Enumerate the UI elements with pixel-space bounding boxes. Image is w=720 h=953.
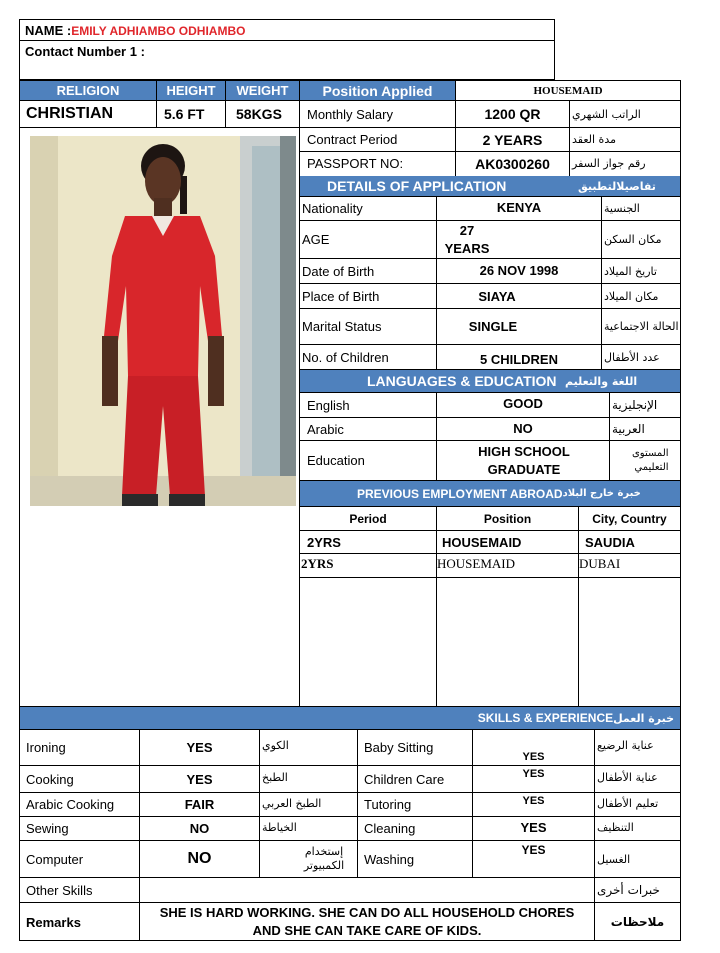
- skills-header: [20, 707, 680, 729]
- skill-tutoring-ar: تعليم الأطفال: [597, 796, 659, 810]
- skill-computer-value: NO: [187, 850, 212, 867]
- name-row: [25, 21, 245, 40]
- languages-title-ar: اللغة والتعليم: [565, 374, 638, 388]
- height-header: HEIGHT: [157, 81, 225, 100]
- marital-value: SINGLE: [468, 319, 518, 334]
- emp-row1-city: SAUDIA: [585, 534, 635, 550]
- details-title-ar: تفاصيلالتطبيق: [578, 179, 656, 193]
- dob-value: 26 NOV 1998: [479, 262, 559, 278]
- weight-value: 58KGS: [236, 106, 282, 122]
- skill-sewing-value: NO: [189, 821, 210, 836]
- skill-sewing-label: Sewing: [26, 821, 69, 836]
- skill-babysitting-label: Baby Sitting: [364, 740, 434, 755]
- skills-title-ar: خبرة العمل: [613, 711, 674, 725]
- languages-title: LANGUAGES & EDUCATION: [367, 373, 557, 389]
- passport-value: AK0300260: [475, 155, 550, 172]
- education-value: HIGH SCHOOL GRADUATE: [478, 443, 570, 477]
- arabic-ar: العربية: [612, 422, 645, 436]
- nationality-label: Nationality: [302, 201, 363, 216]
- skill-washing-ar: الغسيل: [597, 852, 631, 866]
- skill-arabic-cooking-ar: الطبخ العربي: [262, 796, 322, 810]
- skill-cooking-ar: الطبخ: [262, 770, 288, 784]
- dob-ar: تاريخ الميلاد: [604, 264, 657, 278]
- arabic-label: Arabic: [307, 421, 344, 437]
- marital-label: Marital Status: [302, 319, 382, 334]
- pob-ar: مكان الميلاد: [604, 289, 659, 303]
- position-value: HOUSEMAID: [533, 84, 603, 97]
- emp-col-position: Position: [483, 511, 532, 526]
- emp-row1-period: 2YRS: [307, 534, 341, 550]
- skill-computer-ar: إستخدام الكمبيوتر: [303, 845, 345, 872]
- height-value: 5.6 FT: [164, 106, 205, 122]
- employment-title: PREVIOUS EMPLOYMENT ABROAD: [357, 486, 563, 501]
- skill-cooking-label: Cooking: [26, 771, 74, 787]
- education-label: Education: [307, 453, 365, 468]
- skill-sewing-ar: الخياطة: [262, 820, 297, 834]
- age-value: 27 YEARS: [444, 222, 490, 256]
- emp-row2-position: HOUSEMAID: [437, 556, 515, 571]
- arabic-value: NO: [513, 420, 533, 436]
- skill-tutoring-value: YES: [522, 795, 545, 807]
- skill-cleaning-ar: التنظيف: [597, 820, 634, 834]
- pob-value: SIAYA: [478, 288, 516, 304]
- skill-babysitting-value: YES: [522, 750, 545, 763]
- skill-washing-value: YES: [521, 843, 546, 857]
- salary-ar: الراتب الشهري: [572, 107, 641, 121]
- salary-label: Monthly Salary: [307, 106, 393, 122]
- details-title: DETAILS OF APPLICATION: [327, 178, 507, 194]
- age-label: AGE: [302, 232, 330, 247]
- other-skills-label: Other Skills: [26, 882, 93, 898]
- skill-washing-label: Washing: [364, 851, 415, 867]
- nationality-value: KENYA: [496, 199, 542, 215]
- name-label: NAME :: [25, 23, 72, 38]
- pob-label: Place of Birth: [302, 288, 380, 304]
- candidate-name: EMILY ADHIAMBO ODHIAMBO: [71, 23, 246, 38]
- languages-header: [300, 370, 680, 392]
- skill-childcare-label: Children Care: [364, 771, 445, 787]
- passport-label: PASSPORT NO:: [307, 156, 404, 171]
- contract-ar: مدة العقد: [572, 133, 616, 146]
- skill-childcare-value: YES: [522, 768, 545, 780]
- skill-ironing-ar: الكوي: [262, 738, 289, 752]
- english-ar: الإنجليزية: [612, 398, 658, 412]
- english-value: GOOD: [503, 396, 543, 411]
- passport-ar: رقم جواز السفر: [572, 157, 646, 170]
- salary-value: 1200 QR: [484, 106, 541, 122]
- person-illustration: [30, 136, 296, 506]
- religion-value: CHRISTIAN: [26, 105, 114, 122]
- skill-cleaning-label: Cleaning: [364, 821, 416, 836]
- children-value: 5 CHILDREN: [479, 351, 558, 367]
- emp-row2-period: 2YRS: [301, 556, 334, 571]
- marital-ar: الحالة الاجتماعية: [604, 320, 679, 333]
- employment-header: [300, 481, 680, 506]
- remarks-label: Remarks: [26, 914, 81, 930]
- contact-label: Contact Number 1 :: [25, 43, 145, 59]
- english-label: English: [307, 397, 350, 413]
- skill-cleaning-value: YES: [520, 819, 547, 835]
- remarks-ar: ملاحظات: [610, 915, 665, 929]
- skill-arabic-cooking-label: Arabic Cooking: [26, 797, 115, 812]
- skill-babysitting-ar: عناية الرضيع: [597, 738, 654, 752]
- skills-title: SKILLS & EXPERIENCE: [477, 711, 614, 725]
- contract-label: Contract Period: [307, 132, 398, 147]
- skill-arabic-cooking-value: FAIR: [184, 797, 215, 812]
- age-ar: مكان السكن: [604, 233, 662, 246]
- skill-ironing-label: Ironing: [26, 740, 66, 755]
- skill-ironing-value: YES: [186, 740, 213, 755]
- employment-title-ar: خبرة خارج البلاد: [562, 488, 641, 499]
- skill-childcare-ar: عناية الأطفال: [597, 770, 658, 784]
- religion-header: RELIGION: [20, 81, 156, 100]
- candidate-photo: [30, 136, 296, 506]
- weight-header: WEIGHT: [226, 81, 299, 100]
- other-skills-ar: خبرات أخرى: [597, 883, 660, 897]
- children-ar: عدد الأطفال: [604, 350, 660, 364]
- education-ar: المستوى التعليمي: [631, 447, 669, 473]
- skill-computer-label: Computer: [26, 851, 84, 867]
- contract-value: 2 YEARS: [482, 131, 543, 148]
- skill-tutoring-label: Tutoring: [364, 797, 412, 812]
- dob-label: Date of Birth: [302, 263, 375, 279]
- remarks-text: SHE IS HARD WORKING. SHE CAN DO ALL HOUSEHOLD CHORES AND SHE CAN TAKE CARE OF KIDS.: [159, 905, 575, 938]
- nationality-ar: الجنسية: [604, 202, 640, 215]
- skill-cooking-value: YES: [186, 771, 213, 787]
- emp-col-city: City, Country: [592, 511, 667, 526]
- details-header: [300, 176, 680, 196]
- children-label: No. of Children: [302, 349, 389, 365]
- emp-row1-position: HOUSEMAID: [442, 534, 522, 550]
- position-header: Position Applied: [300, 81, 455, 100]
- emp-col-period: Period: [349, 511, 387, 526]
- emp-row2-city: DUBAI: [579, 556, 621, 571]
